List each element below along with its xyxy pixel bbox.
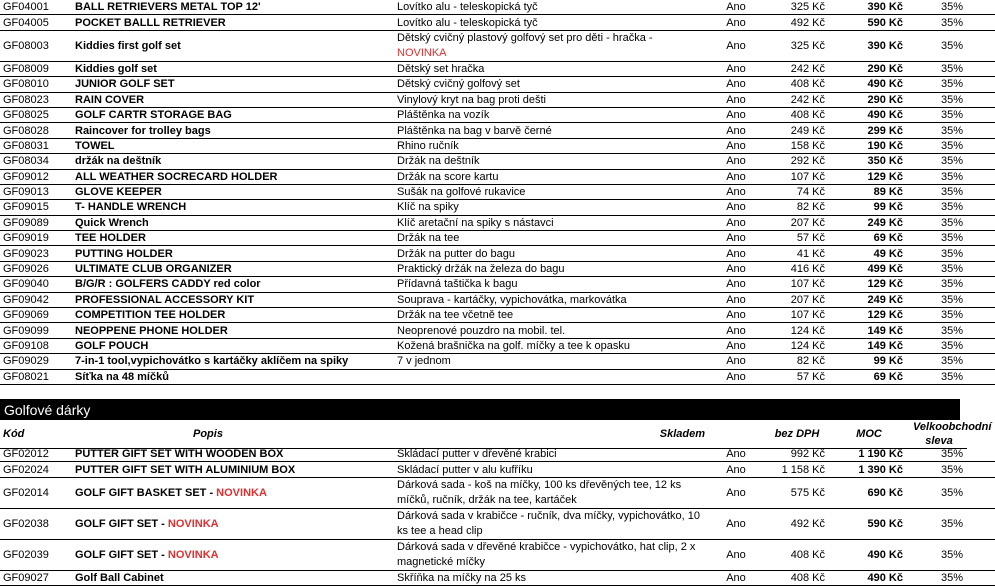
product-name: Raincover for trolley bags	[73, 123, 395, 138]
retail-price: 1 190 Kč	[829, 447, 909, 462]
retail-price: 49 Kč	[829, 246, 909, 261]
retail-price: 69 Kč	[829, 369, 909, 384]
price-without-vat: 249 Kč	[763, 123, 829, 138]
product-description: Držák na tee včetně tee	[395, 308, 709, 323]
product-code: GF08003	[0, 30, 73, 61]
retail-price: 129 Kč	[829, 277, 909, 292]
table-row	[0, 123, 995, 138]
retail-price: 590 Kč	[829, 15, 909, 30]
table-row	[0, 477, 995, 508]
product-code: GF08025	[0, 107, 73, 122]
product-name: TEE HOLDER	[73, 231, 395, 246]
product-code: GF09027	[0, 570, 73, 585]
wholesale-discount: 35%	[909, 138, 995, 153]
product-description: 7 v jednom	[395, 354, 709, 369]
table-row	[0, 215, 995, 230]
stock-status: Ano	[709, 184, 763, 199]
retail-price: 99 Kč	[829, 354, 909, 369]
product-name: BALL RETRIEVERS METAL TOP 12'	[73, 0, 395, 15]
retail-price: 490 Kč	[829, 77, 909, 92]
col-disc: Velkoobchodní sleva	[913, 421, 992, 447]
product-description: Souprava - kartáčky, vypichovátka, markovátka	[395, 292, 709, 307]
product-name: PUTTING HOLDER	[73, 246, 395, 261]
retail-price: 490 Kč	[829, 107, 909, 122]
product-description: Dárková sada v dřevěné krabičce - vypichovátko, hat clip, 2 x magnetické míčky	[395, 539, 709, 570]
table-row	[0, 61, 995, 76]
retail-price: 350 Kč	[829, 154, 909, 169]
stock-status: Ano	[709, 369, 763, 384]
product-code: GF08028	[0, 123, 73, 138]
retail-price: 69 Kč	[829, 231, 909, 246]
product-description: Pláštěnka na bag v barvě černé	[395, 123, 709, 138]
price-without-vat: 408 Kč	[763, 77, 829, 92]
retail-price: 89 Kč	[829, 184, 909, 199]
price-without-vat: 325 Kč	[763, 30, 829, 61]
table-row	[0, 292, 995, 307]
product-code: GF09069	[0, 308, 73, 323]
col-moc: MOC	[831, 420, 911, 449]
wholesale-discount: 35%	[909, 30, 995, 61]
table-row	[0, 508, 995, 539]
stock-status: Ano	[709, 15, 763, 30]
wholesale-discount: 35%	[909, 308, 995, 323]
product-name: Quick Wrench	[73, 215, 395, 230]
product-code: GF09023	[0, 246, 73, 261]
retail-price: 149 Kč	[829, 323, 909, 338]
product-description: Klíč na spiky	[395, 200, 709, 215]
product-code: GF09108	[0, 338, 73, 353]
retail-price: 129 Kč	[829, 308, 909, 323]
wholesale-discount: 35%	[909, 123, 995, 138]
product-name: držák na deštník	[73, 154, 395, 169]
table-row	[0, 308, 995, 323]
price-without-vat: 408 Kč	[763, 107, 829, 122]
col-name: Popis	[73, 420, 393, 449]
product-name: GOLF GIFT BASKET SET - NOVINKA	[73, 477, 395, 508]
new-badge: NOVINKA	[167, 517, 219, 530]
price-without-vat: 74 Kč	[763, 184, 829, 199]
table-row	[0, 338, 995, 353]
stock-status: Ano	[709, 477, 763, 508]
product-name: GLOVE KEEPER	[73, 184, 395, 199]
retail-price: 290 Kč	[829, 61, 909, 76]
col-cost: bez DPH	[765, 420, 831, 449]
table-row	[0, 92, 995, 107]
product-description: Lovítko alu - teleskopická tyč	[395, 0, 709, 15]
table-row	[0, 0, 995, 15]
col-stock: Skladem	[393, 420, 711, 449]
stock-status: Ano	[709, 92, 763, 107]
stock-status: Ano	[709, 462, 763, 477]
product-description: Dětský cvičný golfový set	[395, 77, 709, 92]
product-code: GF02012	[0, 447, 73, 462]
stock-status: Ano	[709, 123, 763, 138]
retail-price: 99 Kč	[829, 200, 909, 215]
product-code: GF09029	[0, 354, 73, 369]
stock-status: Ano	[709, 323, 763, 338]
stock-status: Ano	[709, 61, 763, 76]
gifts-table	[0, 447, 995, 586]
wholesale-discount: 35%	[909, 323, 995, 338]
price-without-vat: 992 Kč	[763, 447, 829, 462]
wholesale-discount: 35%	[909, 246, 995, 261]
new-badge: NOVINKA	[397, 46, 447, 59]
product-description: Vinylový kryt na bag proti dešti	[395, 92, 709, 107]
retail-price: 249 Kč	[829, 292, 909, 307]
price-without-vat: 124 Kč	[763, 338, 829, 353]
product-code: GF02014	[0, 477, 73, 508]
product-name: T- HANDLE WRENCH	[73, 200, 395, 215]
product-name: NEOPPENE PHONE HOLDER	[73, 323, 395, 338]
new-badge: NOVINKA	[216, 486, 267, 499]
wholesale-discount: 35%	[909, 292, 995, 307]
product-description: Praktický držák na železa do bagu	[395, 261, 709, 276]
table-row	[0, 231, 995, 246]
product-code: GF08009	[0, 61, 73, 76]
product-description: Kožená brašnička na golf. míčky a tee k opasku	[395, 338, 709, 353]
product-description: Neoprenové pouzdro na mobil. tel.	[395, 323, 709, 338]
price-without-vat: 416 Kč	[763, 261, 829, 276]
table-row	[0, 447, 995, 462]
product-description: Držák na score kartu	[395, 169, 709, 184]
retail-price: 490 Kč	[829, 539, 909, 570]
stock-status: Ano	[709, 354, 763, 369]
wholesale-discount: 35%	[909, 539, 995, 570]
wholesale-discount: 35%	[909, 184, 995, 199]
product-name: GOLF GIFT SET - NOVINKA	[73, 539, 395, 570]
price-without-vat: 158 Kč	[763, 138, 829, 153]
product-code: GF09042	[0, 292, 73, 307]
stock-status: Ano	[709, 231, 763, 246]
product-description: Skříňka na míčky na 25 ks	[395, 570, 709, 585]
price-without-vat: 82 Kč	[763, 200, 829, 215]
price-without-vat: 207 Kč	[763, 292, 829, 307]
wholesale-discount: 35%	[909, 154, 995, 169]
stock-status: Ano	[709, 246, 763, 261]
wholesale-discount: 35%	[909, 477, 995, 508]
price-without-vat: 408 Kč	[763, 539, 829, 570]
price-without-vat: 242 Kč	[763, 61, 829, 76]
product-description: Rhino ručník	[395, 138, 709, 153]
price-without-vat: 575 Kč	[763, 477, 829, 508]
wholesale-discount: 35%	[909, 61, 995, 76]
price-without-vat: 107 Kč	[763, 277, 829, 292]
stock-status: Ano	[709, 308, 763, 323]
product-description: Držák na deštník	[395, 154, 709, 169]
product-name: ALL WEATHER SOCRECARD HOLDER	[73, 169, 395, 184]
retail-price: 290 Kč	[829, 92, 909, 107]
product-name: Kiddies first golf set	[73, 30, 395, 61]
product-description: Držák na tee	[395, 231, 709, 246]
wholesale-discount: 35%	[909, 277, 995, 292]
table-row	[0, 138, 995, 153]
wholesale-discount: 35%	[909, 570, 995, 585]
stock-status: Ano	[709, 169, 763, 184]
product-name: GOLF CARTR STORAGE BAG	[73, 107, 395, 122]
table-row	[0, 154, 995, 169]
retail-price: 390 Kč	[829, 0, 909, 15]
retail-price: 299 Kč	[829, 123, 909, 138]
retail-price: 499 Kč	[829, 261, 909, 276]
product-code: GF08021	[0, 369, 73, 384]
product-name: ULTIMATE CLUB ORGANIZER	[73, 261, 395, 276]
product-code: GF04001	[0, 0, 73, 15]
wholesale-discount: 35%	[909, 77, 995, 92]
wholesale-discount: 35%	[909, 354, 995, 369]
table-row	[0, 77, 995, 92]
price-without-vat: 41 Kč	[763, 246, 829, 261]
product-name: Kiddies golf set	[73, 61, 395, 76]
product-description: Klíč aretační na spiky s nástavci	[395, 215, 709, 230]
price-without-vat: 492 Kč	[763, 508, 829, 539]
table-row	[0, 354, 995, 369]
table-row	[0, 570, 995, 585]
wholesale-discount: 35%	[909, 447, 995, 462]
price-without-vat: 207 Kč	[763, 215, 829, 230]
wholesale-discount: 35%	[909, 462, 995, 477]
table-row	[0, 184, 995, 199]
product-name: JUNIOR GOLF SET	[73, 77, 395, 92]
table-row	[0, 323, 995, 338]
product-name: GOLF GIFT SET - NOVINKA	[73, 508, 395, 539]
product-code: GF08031	[0, 138, 73, 153]
retail-price: 390 Kč	[829, 30, 909, 61]
product-description: Dětský cvičný plastový golfový set pro děti - hračka - NOVINKA	[395, 30, 709, 61]
col-spacer	[711, 420, 765, 449]
table-row	[0, 246, 995, 261]
product-description: Dárková sada v krabičce - ručník, dva míčky, vypichovátko, 10 ks tee a head clip	[395, 508, 709, 539]
table-row	[0, 200, 995, 215]
product-description: Dětský set hračka	[395, 61, 709, 76]
price-without-vat: 107 Kč	[763, 308, 829, 323]
stock-status: Ano	[709, 77, 763, 92]
wholesale-discount: 35%	[909, 231, 995, 246]
price-without-vat: 408 Kč	[763, 570, 829, 585]
product-name: PROFESSIONAL ACCESSORY KIT	[73, 292, 395, 307]
product-description: Pláštěnka na vozík	[395, 107, 709, 122]
stock-status: Ano	[709, 200, 763, 215]
stock-status: Ano	[709, 539, 763, 570]
table-row	[0, 277, 995, 292]
stock-status: Ano	[709, 154, 763, 169]
price-without-vat: 124 Kč	[763, 323, 829, 338]
product-description: Držák na putter do bagu	[395, 246, 709, 261]
product-name: Síťka na 48 míčků	[73, 369, 395, 384]
wholesale-discount: 35%	[909, 107, 995, 122]
product-description	[395, 369, 709, 384]
stock-status: Ano	[709, 107, 763, 122]
product-description: Skládací putter v dřevěné krabici	[395, 447, 709, 462]
product-name: GOLF POUCH	[73, 338, 395, 353]
product-code: GF09099	[0, 323, 73, 338]
new-badge: NOVINKA	[167, 548, 219, 561]
product-name: PUTTER GIFT SET WITH ALUMINIUM BOX	[73, 462, 395, 477]
stock-status: Ano	[709, 0, 763, 15]
product-name: 7-in-1 tool,vypichovátko s kartáčky aklíčem na spiky	[73, 354, 395, 369]
product-description: Dárková sada - koš na míčky, 100 ks dřevěných tee, 12 ks míčků, ručník, držák na tee, kartáček	[395, 477, 709, 508]
product-name: B/G/R : GOLFERS CADDY red color	[73, 277, 395, 292]
product-code: GF08034	[0, 154, 73, 169]
stock-status: Ano	[709, 138, 763, 153]
wholesale-discount: 35%	[909, 92, 995, 107]
product-description: Lovítko alu - teleskopická tyč	[395, 15, 709, 30]
price-without-vat: 57 Kč	[763, 231, 829, 246]
table-row	[0, 539, 995, 570]
wholesale-discount: 35%	[909, 0, 995, 15]
wholesale-discount: 35%	[909, 508, 995, 539]
retail-price: 129 Kč	[829, 169, 909, 184]
retail-price: 149 Kč	[829, 338, 909, 353]
stock-status: Ano	[709, 277, 763, 292]
product-description: Sušák na golfové rukavice	[395, 184, 709, 199]
stock-status: Ano	[709, 30, 763, 61]
wholesale-discount: 35%	[909, 338, 995, 353]
product-code: GF09026	[0, 261, 73, 276]
table-row	[0, 169, 995, 184]
stock-status: Ano	[709, 508, 763, 539]
product-code: GF09040	[0, 277, 73, 292]
table-row	[0, 30, 995, 61]
product-name: TOWEL	[73, 138, 395, 153]
stock-status: Ano	[709, 292, 763, 307]
product-code: GF09012	[0, 169, 73, 184]
retail-price: 190 Kč	[829, 138, 909, 153]
product-name: PUTTER GIFT SET WITH WOODEN BOX	[73, 447, 395, 462]
table-row	[0, 462, 995, 477]
stock-status: Ano	[709, 261, 763, 276]
product-name: POCKET BALLL RETRIEVER	[73, 15, 395, 30]
product-name: Golf Ball Cabinet	[73, 570, 395, 585]
table-row	[0, 261, 995, 276]
col-code: Kód	[0, 420, 73, 449]
table-row	[0, 369, 995, 384]
stock-status: Ano	[709, 570, 763, 585]
gifts-header-row	[0, 420, 992, 449]
stock-status: Ano	[709, 447, 763, 462]
wholesale-discount: 35%	[909, 15, 995, 30]
product-code: GF04005	[0, 15, 73, 30]
product-description: Přídavná taštička k bagu	[395, 277, 709, 292]
price-without-vat: 242 Kč	[763, 92, 829, 107]
wholesale-discount: 35%	[909, 369, 995, 384]
product-name: COMPETITION TEE HOLDER	[73, 308, 395, 323]
product-code: GF02039	[0, 539, 73, 570]
product-code: GF09013	[0, 184, 73, 199]
price-without-vat: 107 Kč	[763, 169, 829, 184]
table-row	[0, 15, 995, 30]
retail-price: 249 Kč	[829, 215, 909, 230]
price-without-vat: 492 Kč	[763, 15, 829, 30]
product-code: GF02024	[0, 462, 73, 477]
wholesale-discount: 35%	[909, 169, 995, 184]
retail-price: 490 Kč	[829, 570, 909, 585]
retail-price: 690 Kč	[829, 477, 909, 508]
section-header	[0, 399, 960, 420]
product-code: GF08010	[0, 77, 73, 92]
price-without-vat: 292 Kč	[763, 154, 829, 169]
product-code: GF09089	[0, 215, 73, 230]
product-code: GF09015	[0, 200, 73, 215]
retail-price: 1 390 Kč	[829, 462, 909, 477]
wholesale-discount: 35%	[909, 261, 995, 276]
product-code: GF09019	[0, 231, 73, 246]
price-without-vat: 82 Kč	[763, 354, 829, 369]
stock-status: Ano	[709, 338, 763, 353]
retail-price: 590 Kč	[829, 508, 909, 539]
product-code: GF08023	[0, 92, 73, 107]
section-title: Golfové dárky	[4, 402, 91, 418]
price-without-vat: 57 Kč	[763, 369, 829, 384]
price-without-vat: 325 Kč	[763, 0, 829, 15]
table-row	[0, 107, 995, 122]
stock-status: Ano	[709, 215, 763, 230]
wholesale-discount: 35%	[909, 200, 995, 215]
product-description: Skládací putter v alu kufříku	[395, 462, 709, 477]
wholesale-discount: 35%	[909, 215, 995, 230]
product-name: RAIN COVER	[73, 92, 395, 107]
price-without-vat: 1 158 Kč	[763, 462, 829, 477]
product-code: GF02038	[0, 508, 73, 539]
